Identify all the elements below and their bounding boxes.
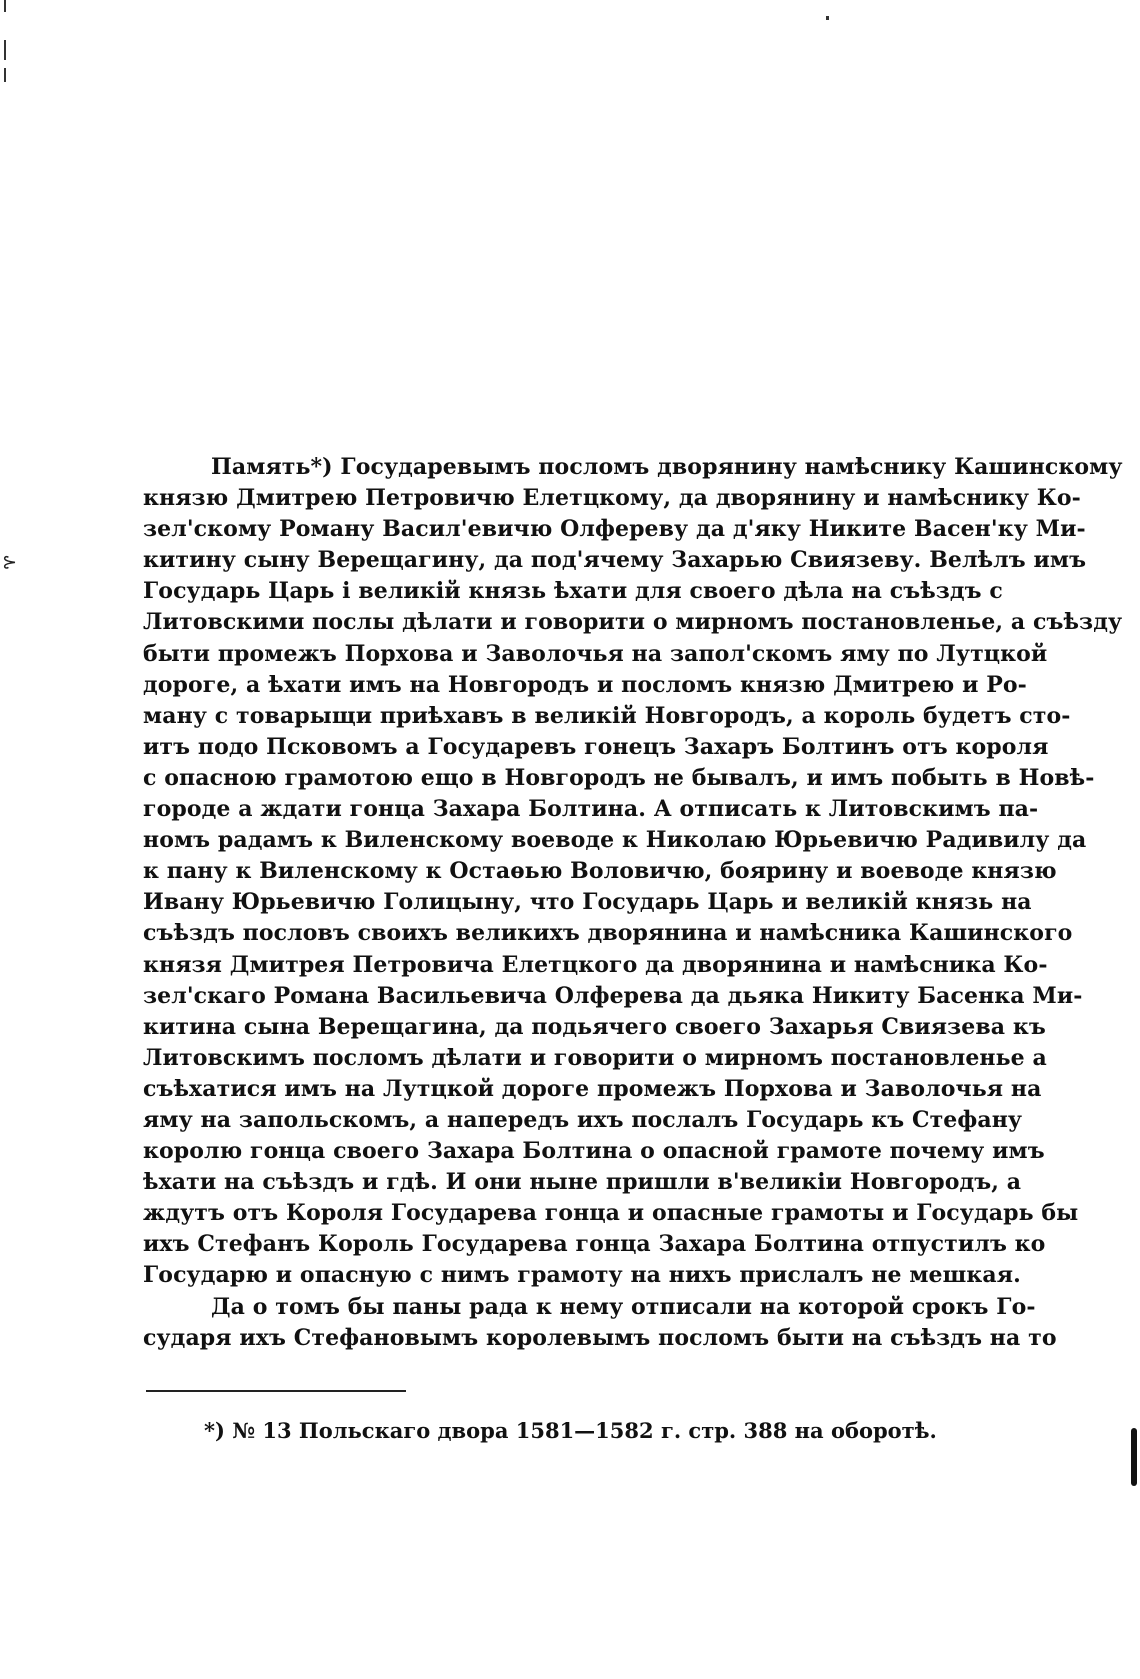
- text-line: Литовскимъ посломъ дѣлати и говорити о мирномъ постановленье а: [143, 1044, 1047, 1071]
- text-line: Ивану Юрьевичю Голицыну, что Государь Царь и великій князь на: [143, 889, 1032, 916]
- scan-edge-mark: [4, 68, 6, 82]
- text-line: к пану к Виленскому к Остаѳью Воловичю, боярину и воеводе князю: [143, 858, 1057, 885]
- text-line: ѣхати на съѣздъ и гдѣ. И они ныне пришли в'великіи Новгородъ, а: [143, 1169, 1022, 1196]
- text-line: с опасною грамотою ещо в Новгородъ не бывалъ, и имъ побыть в Новѣ-: [143, 764, 1095, 791]
- text-line: Да о томъ бы паны рада к нему отписали на которой срокъ Го-: [211, 1293, 1036, 1320]
- text-line: китина сына Верещагина, да подьячего своего Захарья Свиязева къ: [143, 1013, 1046, 1040]
- text-line: Память*) Государевымъ посломъ дворянину намѣснику Кашинскому: [211, 454, 1123, 480]
- text-line: яму на запольскомъ, а напередъ ихъ послалъ Государь къ Стефану: [143, 1106, 1023, 1133]
- text-line: сударя ихъ Стефановымъ королевымъ посломъ быти на съѣздъ на то: [143, 1324, 1057, 1351]
- scan-artifact-mark: ⊱: [2, 552, 18, 573]
- text-line: Государь Царь і великій князь ѣхати для своего дѣла на съѣздъ с: [143, 578, 1003, 605]
- text-line: зел'скаго Романа Васильевича Олферева да дьяка Никиту Басенка Ми-: [143, 982, 1083, 1009]
- text-line: ихъ Стефанъ Король Государева гонца Захара Болтина отпустилъ ко: [143, 1231, 1046, 1258]
- text-line: Литовскими послы дѣлати и говорити о мирномъ постановленье, а съѣзду: [143, 609, 1123, 636]
- scan-edge-mark: [4, 0, 6, 12]
- text-line: китину сыну Верещагину, да под'ячему Захарью Свиязеву. Велѣлъ имъ: [143, 547, 1087, 574]
- text-line: Государю и опасную с нимъ грамоту на нихъ прислалъ не мешкая.: [143, 1262, 1021, 1289]
- text-line: князя Дмитрея Петровича Елетцкого да дворянина и намѣсника Ко-: [143, 951, 1048, 978]
- main-text-block: [143, 452, 1123, 1354]
- footnote: *) № 13 Польскаго двора 1581—1582 г. стр. 388 на оборотѣ.: [204, 1418, 937, 1443]
- text-line: дороге, а ѣхати имъ на Новгородъ и посломъ князю Дмитрею и Ро-: [143, 671, 1027, 698]
- text-line: съѣздъ пословъ своихъ великихъ дворянина и намѣсника Кашинского: [143, 920, 1073, 947]
- text-line: ждутъ отъ Короля Государева гонца и опасные грамоты и Государь бы: [143, 1200, 1079, 1227]
- text-line: городе а ждати гонца Захара Болтина. А отписать к Литовскимъ па-: [143, 796, 1039, 823]
- text-line: князю Дмитрею Петровичю Елетцкому, да дворянину и намѣснику Ко-: [143, 485, 1081, 512]
- text-line: быти промежъ Порхова и Заволочья на запол'скомъ яму по Лутцкой: [143, 640, 1048, 667]
- text-line: номъ радамъ к Виленскому воеводе к Николаю Юрьевичю Радивилу да: [143, 827, 1087, 854]
- scan-edge-mark: [4, 40, 6, 60]
- text-line: ману с товарыщи приѣхавъ в великій Новгородъ, а король будетъ сто-: [143, 702, 1071, 729]
- footnote-divider: [146, 1390, 406, 1392]
- text-line: королю гонца своего Захара Болтина о опасной грамоте почему имъ: [143, 1138, 1045, 1165]
- binding-shadow: [1131, 1428, 1137, 1486]
- scan-speck: [826, 16, 829, 20]
- text-line: съѣхатися имъ на Лутцкой дороге промежъ Порхова и Заволочья на: [143, 1075, 1042, 1102]
- text-line: итъ подо Псковомъ а Государевъ гонецъ Захаръ Болтинъ отъ короля: [143, 733, 1049, 760]
- text-line: зел'скому Роману Васил'евичю Олферeву да д'яку Никите Васен'ку Ми-: [143, 516, 1086, 543]
